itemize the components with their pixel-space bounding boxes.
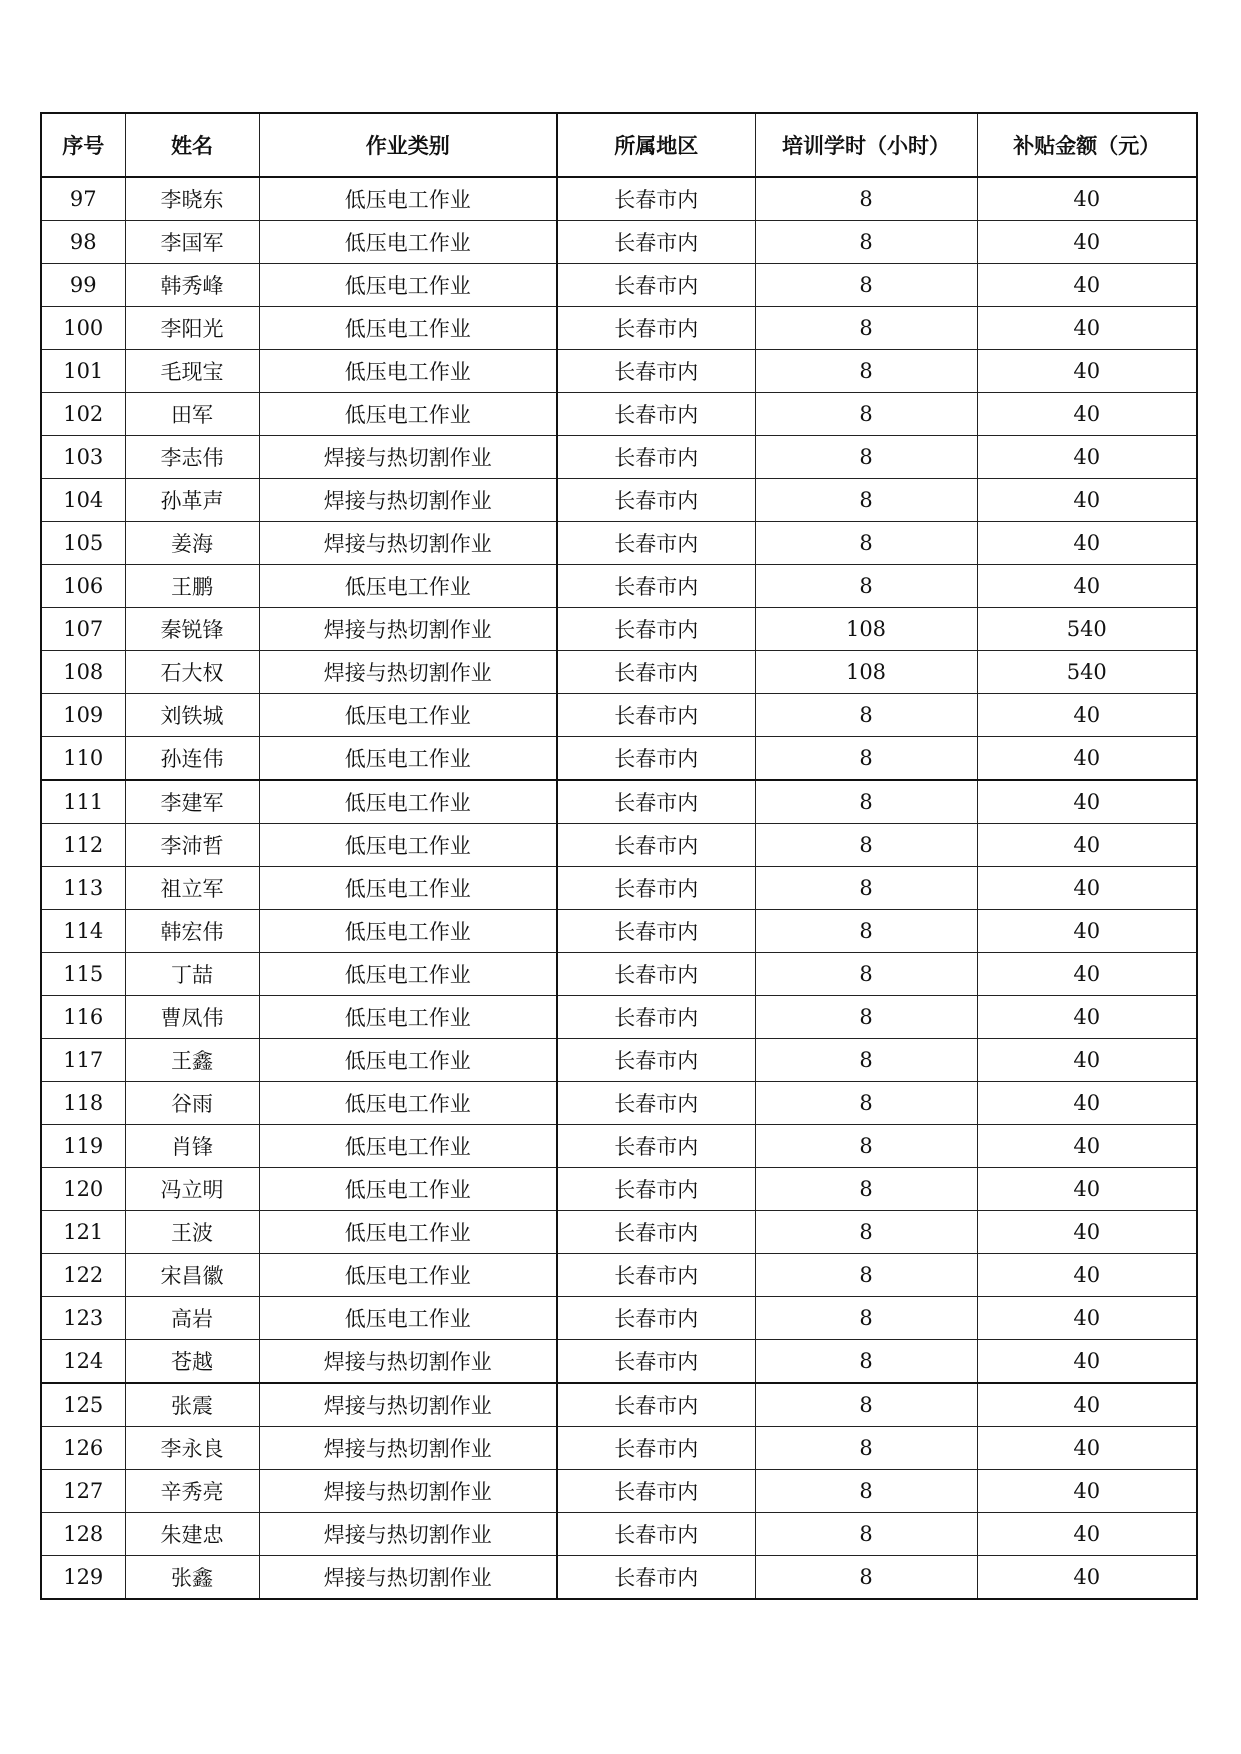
- cell-job-category: 低压电工作业: [259, 221, 557, 264]
- cell-subsidy-amount: 40: [977, 393, 1197, 436]
- header-subsidy-amount: 补贴金额（元）: [977, 113, 1197, 177]
- cell-index: 115: [41, 953, 125, 996]
- cell-training-hours: 8: [755, 1039, 977, 1082]
- cell-name: 孙革声: [125, 479, 259, 522]
- cell-name: 张鑫: [125, 1556, 259, 1600]
- cell-name: 田军: [125, 393, 259, 436]
- cell-index: 116: [41, 996, 125, 1039]
- cell-index: 127: [41, 1470, 125, 1513]
- cell-name: 秦锐锋: [125, 608, 259, 651]
- header-row: [41, 113, 1197, 177]
- header-training-hours: 培训学时（小时）: [755, 113, 977, 177]
- cell-subsidy-amount: 40: [977, 436, 1197, 479]
- cell-training-hours: 108: [755, 608, 977, 651]
- table-row: [41, 1340, 1197, 1384]
- cell-name: 李国军: [125, 221, 259, 264]
- cell-subsidy-amount: 40: [977, 1082, 1197, 1125]
- cell-job-category: 低压电工作业: [259, 177, 557, 221]
- table-row: [41, 1039, 1197, 1082]
- table-row: [41, 264, 1197, 307]
- cell-index: 124: [41, 1340, 125, 1384]
- table-row: [41, 1211, 1197, 1254]
- cell-subsidy-amount: 540: [977, 608, 1197, 651]
- cell-region: 长春市内: [557, 393, 755, 436]
- table-row: [41, 1470, 1197, 1513]
- cell-job-category: 低压电工作业: [259, 824, 557, 867]
- cell-job-category: 焊接与热切割作业: [259, 1470, 557, 1513]
- cell-name: 高岩: [125, 1297, 259, 1340]
- cell-job-category: 低压电工作业: [259, 350, 557, 393]
- cell-subsidy-amount: 40: [977, 1427, 1197, 1470]
- cell-region: 长春市内: [557, 177, 755, 221]
- cell-job-category: 低压电工作业: [259, 996, 557, 1039]
- cell-name: 李晓东: [125, 177, 259, 221]
- cell-job-category: 低压电工作业: [259, 780, 557, 824]
- cell-training-hours: 8: [755, 737, 977, 781]
- cell-name: 肖锋: [125, 1125, 259, 1168]
- cell-subsidy-amount: 40: [977, 1254, 1197, 1297]
- cell-name: 张震: [125, 1383, 259, 1427]
- cell-region: 长春市内: [557, 1383, 755, 1427]
- table-row: [41, 1383, 1197, 1427]
- cell-region: 长春市内: [557, 694, 755, 737]
- cell-region: 长春市内: [557, 608, 755, 651]
- cell-training-hours: 8: [755, 780, 977, 824]
- cell-training-hours: 8: [755, 996, 977, 1039]
- cell-name: 刘铁城: [125, 694, 259, 737]
- cell-job-category: 焊接与热切割作业: [259, 522, 557, 565]
- cell-training-hours: 8: [755, 694, 977, 737]
- cell-job-category: 焊接与热切割作业: [259, 436, 557, 479]
- header-job-category: 作业类别: [259, 113, 557, 177]
- cell-job-category: 低压电工作业: [259, 307, 557, 350]
- cell-subsidy-amount: 40: [977, 1039, 1197, 1082]
- cell-subsidy-amount: 40: [977, 1470, 1197, 1513]
- cell-name: 毛现宝: [125, 350, 259, 393]
- cell-region: 长春市内: [557, 651, 755, 694]
- cell-job-category: 焊接与热切割作业: [259, 1340, 557, 1384]
- table-row: [41, 780, 1197, 824]
- cell-name: 王鹏: [125, 565, 259, 608]
- cell-subsidy-amount: 40: [977, 479, 1197, 522]
- cell-index: 99: [41, 264, 125, 307]
- cell-index: 105: [41, 522, 125, 565]
- cell-subsidy-amount: 40: [977, 307, 1197, 350]
- cell-name: 孙连伟: [125, 737, 259, 781]
- cell-index: 107: [41, 608, 125, 651]
- cell-name: 辛秀亮: [125, 1470, 259, 1513]
- cell-region: 长春市内: [557, 737, 755, 781]
- cell-subsidy-amount: 40: [977, 1168, 1197, 1211]
- cell-name: 王鑫: [125, 1039, 259, 1082]
- cell-job-category: 焊接与热切割作业: [259, 1556, 557, 1600]
- table-row: [41, 479, 1197, 522]
- cell-region: 长春市内: [557, 867, 755, 910]
- cell-name: 石大权: [125, 651, 259, 694]
- cell-index: 113: [41, 867, 125, 910]
- cell-index: 122: [41, 1254, 125, 1297]
- cell-index: 128: [41, 1513, 125, 1556]
- cell-index: 123: [41, 1297, 125, 1340]
- cell-region: 长春市内: [557, 1427, 755, 1470]
- cell-job-category: 低压电工作业: [259, 694, 557, 737]
- cell-region: 长春市内: [557, 1556, 755, 1600]
- table-row: [41, 1427, 1197, 1470]
- cell-index: 129: [41, 1556, 125, 1600]
- cell-name: 李沛哲: [125, 824, 259, 867]
- cell-training-hours: 8: [755, 1082, 977, 1125]
- cell-training-hours: 8: [755, 522, 977, 565]
- cell-name: 丁喆: [125, 953, 259, 996]
- header-index: 序号: [41, 113, 125, 177]
- cell-subsidy-amount: 40: [977, 867, 1197, 910]
- cell-training-hours: 8: [755, 1125, 977, 1168]
- cell-name: 李建军: [125, 780, 259, 824]
- header-region: 所属地区: [557, 113, 755, 177]
- cell-job-category: 低压电工作业: [259, 1125, 557, 1168]
- cell-index: 126: [41, 1427, 125, 1470]
- cell-job-category: 低压电工作业: [259, 953, 557, 996]
- cell-name: 朱建忠: [125, 1513, 259, 1556]
- table-row: [41, 996, 1197, 1039]
- cell-subsidy-amount: 40: [977, 694, 1197, 737]
- cell-training-hours: 8: [755, 1556, 977, 1600]
- cell-job-category: 焊接与热切割作业: [259, 651, 557, 694]
- table-row: [41, 953, 1197, 996]
- cell-region: 长春市内: [557, 780, 755, 824]
- cell-index: 98: [41, 221, 125, 264]
- cell-training-hours: 8: [755, 1340, 977, 1384]
- cell-index: 108: [41, 651, 125, 694]
- cell-region: 长春市内: [557, 264, 755, 307]
- cell-training-hours: 8: [755, 1211, 977, 1254]
- header-name: 姓名: [125, 113, 259, 177]
- cell-subsidy-amount: 40: [977, 1297, 1197, 1340]
- cell-subsidy-amount: 40: [977, 177, 1197, 221]
- cell-index: 109: [41, 694, 125, 737]
- cell-region: 长春市内: [557, 1297, 755, 1340]
- cell-region: 长春市内: [557, 1513, 755, 1556]
- cell-subsidy-amount: 40: [977, 350, 1197, 393]
- cell-job-category: 低压电工作业: [259, 565, 557, 608]
- cell-job-category: 焊接与热切割作业: [259, 1513, 557, 1556]
- cell-name: 王波: [125, 1211, 259, 1254]
- subsidy-table-sheet: [40, 112, 1198, 1600]
- cell-index: 119: [41, 1125, 125, 1168]
- cell-region: 长春市内: [557, 436, 755, 479]
- cell-name: 李阳光: [125, 307, 259, 350]
- table-row: [41, 910, 1197, 953]
- cell-region: 长春市内: [557, 1211, 755, 1254]
- table-row: [41, 1082, 1197, 1125]
- cell-training-hours: 8: [755, 1168, 977, 1211]
- cell-training-hours: 8: [755, 1427, 977, 1470]
- cell-region: 长春市内: [557, 350, 755, 393]
- cell-name: 曹凤伟: [125, 996, 259, 1039]
- cell-subsidy-amount: 40: [977, 996, 1197, 1039]
- table-row: [41, 177, 1197, 221]
- cell-region: 长春市内: [557, 953, 755, 996]
- cell-subsidy-amount: 40: [977, 824, 1197, 867]
- cell-name: 苍越: [125, 1340, 259, 1384]
- cell-subsidy-amount: 40: [977, 1383, 1197, 1427]
- cell-subsidy-amount: 40: [977, 565, 1197, 608]
- cell-training-hours: 8: [755, 177, 977, 221]
- cell-subsidy-amount: 40: [977, 910, 1197, 953]
- cell-name: 谷雨: [125, 1082, 259, 1125]
- table-row: [41, 307, 1197, 350]
- table-row: [41, 1297, 1197, 1340]
- table-row: [41, 221, 1197, 264]
- table-row: [41, 1254, 1197, 1297]
- cell-region: 长春市内: [557, 1254, 755, 1297]
- cell-job-category: 低压电工作业: [259, 1039, 557, 1082]
- cell-training-hours: 8: [755, 350, 977, 393]
- cell-subsidy-amount: 40: [977, 953, 1197, 996]
- cell-training-hours: 8: [755, 867, 977, 910]
- cell-region: 长春市内: [557, 1168, 755, 1211]
- table-row: [41, 1168, 1197, 1211]
- cell-training-hours: 8: [755, 393, 977, 436]
- cell-training-hours: 8: [755, 824, 977, 867]
- cell-job-category: 低压电工作业: [259, 1082, 557, 1125]
- cell-name: 韩宏伟: [125, 910, 259, 953]
- cell-job-category: 焊接与热切割作业: [259, 1427, 557, 1470]
- cell-subsidy-amount: 40: [977, 1513, 1197, 1556]
- cell-training-hours: 8: [755, 307, 977, 350]
- cell-region: 长春市内: [557, 307, 755, 350]
- cell-index: 117: [41, 1039, 125, 1082]
- cell-name: 宋昌徽: [125, 1254, 259, 1297]
- cell-job-category: 低压电工作业: [259, 264, 557, 307]
- cell-job-category: 低压电工作业: [259, 910, 557, 953]
- cell-job-category: 低压电工作业: [259, 1297, 557, 1340]
- cell-subsidy-amount: 40: [977, 780, 1197, 824]
- cell-job-category: 焊接与热切割作业: [259, 608, 557, 651]
- cell-index: 100: [41, 307, 125, 350]
- cell-job-category: 低压电工作业: [259, 1254, 557, 1297]
- table-row: [41, 824, 1197, 867]
- cell-training-hours: 108: [755, 651, 977, 694]
- cell-index: 110: [41, 737, 125, 781]
- cell-index: 103: [41, 436, 125, 479]
- cell-region: 长春市内: [557, 565, 755, 608]
- cell-name: 李永良: [125, 1427, 259, 1470]
- table-row: [41, 436, 1197, 479]
- cell-index: 118: [41, 1082, 125, 1125]
- cell-subsidy-amount: 40: [977, 1556, 1197, 1600]
- cell-region: 长春市内: [557, 1039, 755, 1082]
- cell-index: 120: [41, 1168, 125, 1211]
- table-row: [41, 1556, 1197, 1600]
- cell-region: 长春市内: [557, 522, 755, 565]
- cell-region: 长春市内: [557, 1340, 755, 1384]
- cell-region: 长春市内: [557, 479, 755, 522]
- cell-index: 111: [41, 780, 125, 824]
- cell-region: 长春市内: [557, 1470, 755, 1513]
- cell-name: 李志伟: [125, 436, 259, 479]
- cell-subsidy-amount: 40: [977, 1211, 1197, 1254]
- cell-training-hours: 8: [755, 1383, 977, 1427]
- cell-training-hours: 8: [755, 565, 977, 608]
- cell-name: 韩秀峰: [125, 264, 259, 307]
- cell-training-hours: 8: [755, 436, 977, 479]
- cell-subsidy-amount: 40: [977, 221, 1197, 264]
- cell-job-category: 低压电工作业: [259, 393, 557, 436]
- cell-subsidy-amount: 40: [977, 264, 1197, 307]
- cell-region: 长春市内: [557, 1082, 755, 1125]
- cell-name: 姜海: [125, 522, 259, 565]
- cell-region: 长春市内: [557, 824, 755, 867]
- table-row: [41, 522, 1197, 565]
- cell-subsidy-amount: 40: [977, 522, 1197, 565]
- cell-training-hours: 8: [755, 1297, 977, 1340]
- table-row: [41, 350, 1197, 393]
- cell-name: 祖立军: [125, 867, 259, 910]
- table-row: [41, 694, 1197, 737]
- cell-subsidy-amount: 40: [977, 1340, 1197, 1384]
- cell-training-hours: 8: [755, 1470, 977, 1513]
- table-row: [41, 1125, 1197, 1168]
- cell-training-hours: 8: [755, 479, 977, 522]
- table-row: [41, 565, 1197, 608]
- table-row: [41, 393, 1197, 436]
- cell-job-category: 低压电工作业: [259, 737, 557, 781]
- table-body: [41, 177, 1197, 1599]
- cell-training-hours: 8: [755, 953, 977, 996]
- cell-job-category: 焊接与热切割作业: [259, 479, 557, 522]
- table-row: [41, 651, 1197, 694]
- cell-job-category: 低压电工作业: [259, 1211, 557, 1254]
- cell-name: 冯立明: [125, 1168, 259, 1211]
- cell-subsidy-amount: 40: [977, 737, 1197, 781]
- table-row: [41, 608, 1197, 651]
- cell-job-category: 低压电工作业: [259, 1168, 557, 1211]
- table-row: [41, 1513, 1197, 1556]
- cell-index: 121: [41, 1211, 125, 1254]
- cell-index: 102: [41, 393, 125, 436]
- cell-region: 长春市内: [557, 1125, 755, 1168]
- cell-region: 长春市内: [557, 221, 755, 264]
- cell-region: 长春市内: [557, 996, 755, 1039]
- cell-region: 长春市内: [557, 910, 755, 953]
- cell-job-category: 低压电工作业: [259, 867, 557, 910]
- cell-training-hours: 8: [755, 910, 977, 953]
- cell-index: 125: [41, 1383, 125, 1427]
- subsidy-table: [40, 112, 1198, 1600]
- cell-subsidy-amount: 40: [977, 1125, 1197, 1168]
- cell-index: 106: [41, 565, 125, 608]
- cell-index: 114: [41, 910, 125, 953]
- table-row: [41, 737, 1197, 781]
- cell-training-hours: 8: [755, 1254, 977, 1297]
- cell-job-category: 焊接与热切割作业: [259, 1383, 557, 1427]
- table-row: [41, 867, 1197, 910]
- cell-index: 97: [41, 177, 125, 221]
- cell-training-hours: 8: [755, 1513, 977, 1556]
- cell-index: 112: [41, 824, 125, 867]
- cell-subsidy-amount: 540: [977, 651, 1197, 694]
- cell-training-hours: 8: [755, 264, 977, 307]
- cell-index: 104: [41, 479, 125, 522]
- cell-training-hours: 8: [755, 221, 977, 264]
- cell-index: 101: [41, 350, 125, 393]
